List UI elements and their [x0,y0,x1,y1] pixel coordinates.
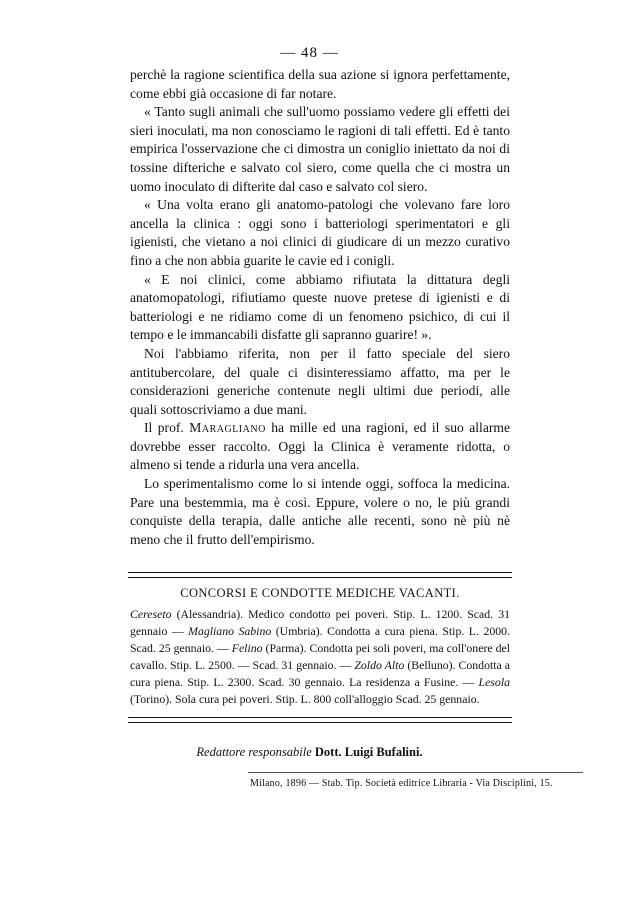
page-number: — 48 — [280,45,339,61]
paragraph: Noi l'abbiamo riferita, non per il fatto speciale del siero antitubercolare, del quale ci disinteressiamo affatto, ma per le considerazioni generiche contenute negli ultimi due periodi, alle quali sottoscriviamo a due mani. [130,345,510,417]
section-divider [128,572,512,578]
notice-text: (Alessandria). Medico condotto pei poveri. Stip. L. 1200. Scad. 31 gennaio [130,607,510,638]
editor-line [0,745,619,760]
notice-text: (Torino). Sola cura pei poveri. Stip. L. 800 coll'alloggio Scad. 25 gennaio. [130,692,480,706]
notice-separator: — [213,641,232,655]
notice-separator: — [458,675,479,689]
paragraph: « Tanto sugli animali che sull'uomo possiamo vedere gli effetti dei sieri inoculati, ma non conosciamo le ragioni di tali effetti. Ed è tanto empirica l'osservazione che ci dimostra un coniglio iniettato da noi di tossine difteriche e salvato col siero, come quella che ci mostra un uomo inoculato di difterite dal caso e salvato col siero. [130,104,510,194]
notice-separator: — [167,624,189,638]
paragraph [130,419,510,475]
paragraph: perchè la ragione scientifica della sua azione si ignora perfettamente, come ebbi già occasione di far notare. [130,67,510,101]
article-body [130,66,510,549]
section-title: CONCORSI E CONDOTTE MEDICHE VACANTI. [180,586,460,600]
notice-place: Zoldo Alto [354,658,405,672]
author-name: Maragliano [189,420,266,436]
notice-text: (Parma). Condotta pei soli poveri, ma coll'onere del cavallo. Stip. L. 2500. [130,641,511,672]
notice-separator: — Scad. 31 gennaio. — [234,658,355,672]
paragraph-text: ha mille ed una ragioni, ed il suo allarme dovrebbe esser raccolto. Oggi la Clinica è veramente ridotta, o almeno si tende a ridurla una vera ancella. [130,420,510,473]
notices-paragraph [130,606,510,708]
imprint-rule [248,772,583,773]
notice-text: (Umbria). Condotta a cura piena. Stip. L. 2000. Scad. 25 gennaio. [130,624,510,655]
notice-text: (Belluno). Condotta a cura piena. Stip. L. 2300. Scad. 30 gennaio. La residenza a Fusine. [130,658,511,689]
notice-place: Lesola [478,675,510,689]
notice-place: Magliano Sabino [188,624,272,638]
editor-role: Redattore responsabile [196,745,312,759]
paragraph: « Una volta erano gli anatomo-patologi che volevano fare loro ancella la clinica : oggi sono i batteriologi sperimentatori e gli igienisti, che vietano a noi clinici di giudicare di un mezzo curativo fino a che non abbia guarite le cavie ed i conigli. [130,197,510,268]
printer-imprint: Milano, 1896 — Stab. Tip. Società editrice Libraria - Via Disciplini, 15. [250,778,553,789]
section-divider [128,717,512,723]
paragraph: Lo sperimentalismo come lo si intende oggi, soffoca la medicina. Pare una bestemmia, ma è così. Eppure, volere o no, le più grandi conquiste della terapia, dalle antiche alle recenti, sono nè più nè meno che il frutto dell'empirismo. [130,476,510,547]
paragraph-text: Il prof. [144,420,184,436]
paragraph: « E noi clinici, come abbiamo rifiutata la dittatura degli anatomopatologi, rifiutiamo queste nuove pretese di igienisti e di batteriologi e ne ridiamo come di un fenomeno psichico, di cui il tempo e le immancabili disfatte gli sapranno guarire! ». [130,271,510,343]
vacancy-notices [130,606,510,708]
notice-place: Felino [231,641,263,655]
editor-name: Dott. Luigi Bufalini. [314,745,423,759]
notice-place: Cereseto [130,607,172,621]
